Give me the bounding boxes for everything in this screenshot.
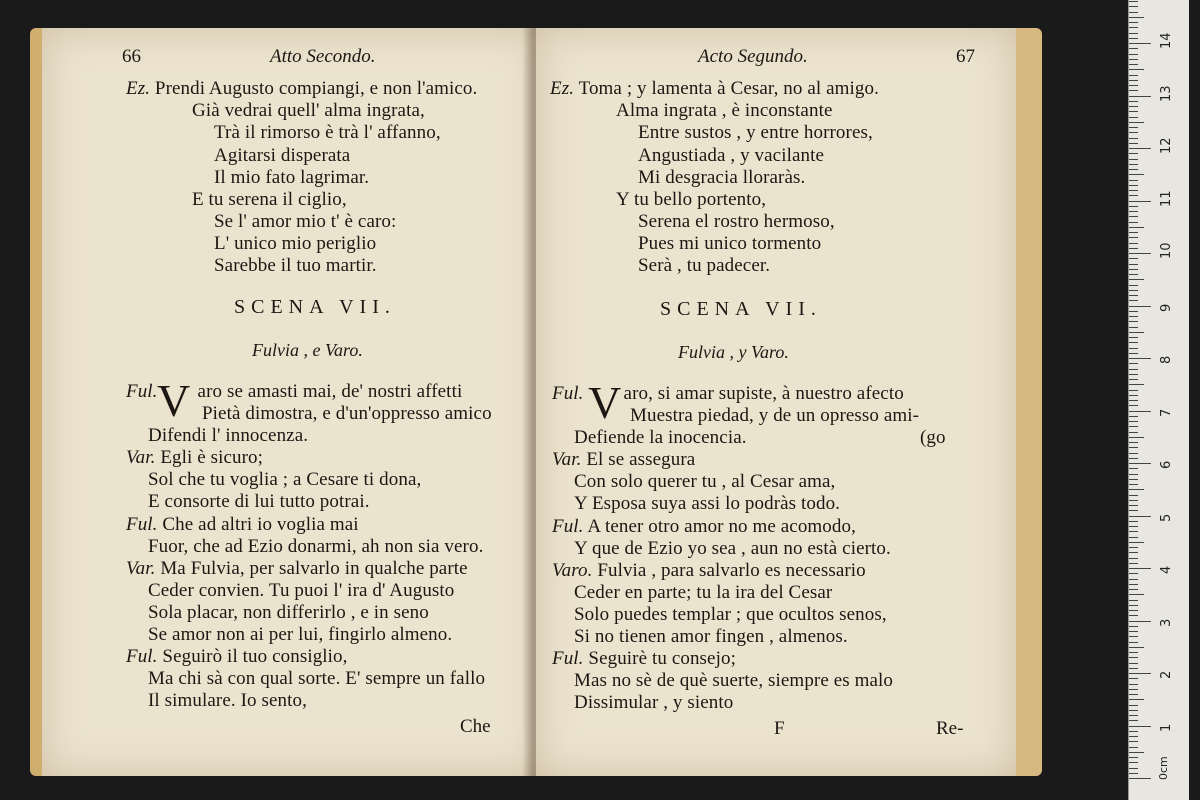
ruler-number: 3 — [1159, 618, 1174, 627]
ruler-tick — [1129, 573, 1138, 574]
drop-capital: V — [588, 377, 622, 428]
dialogue-line: Varo. Fulvia , para salvarlo es necessario — [552, 560, 866, 581]
ruler-tick — [1129, 421, 1138, 422]
ruler-tick — [1129, 358, 1151, 359]
ruler-unit-label: 0cm — [1157, 756, 1170, 780]
ruler-tick — [1129, 715, 1138, 716]
ruler-tick — [1129, 237, 1138, 238]
ruler-tick — [1129, 447, 1138, 448]
ruler-tick — [1129, 741, 1138, 742]
ruler-tick — [1129, 400, 1138, 401]
ruler-tick — [1129, 106, 1138, 107]
ruler-tick — [1129, 615, 1138, 616]
ruler-tick — [1129, 90, 1138, 91]
dialogue-line: Difendi l' innocenza. — [148, 425, 309, 446]
left-page — [30, 28, 542, 776]
ruler-number: 14 — [1159, 32, 1174, 49]
dialogue-line: Defiende la inocencia. — [574, 427, 747, 448]
ruler-number: 6 — [1159, 460, 1174, 469]
page-number: 66 — [122, 46, 141, 67]
ruler-tick — [1129, 453, 1138, 454]
ruler-tick — [1129, 652, 1138, 653]
ruler-tick — [1129, 12, 1138, 13]
ruler-tick — [1129, 180, 1138, 181]
dialogue-line: Ful. Seguirè tu consejo; — [552, 648, 736, 669]
ruler-number: 9 — [1159, 303, 1174, 312]
ruler-number: 4 — [1159, 565, 1174, 574]
ruler-tick — [1129, 505, 1138, 506]
ruler-tick — [1129, 474, 1138, 475]
ruler-tick — [1129, 138, 1138, 139]
ruler-tick — [1129, 327, 1138, 328]
ruler-tick — [1129, 54, 1138, 55]
ruler-tick — [1129, 605, 1138, 606]
ruler-tick — [1129, 384, 1144, 385]
ruler-tick — [1129, 300, 1138, 301]
dialogue-line: Ceder convien. Tu puoi l' ira d' Augusto — [148, 580, 455, 601]
ruler-tick — [1129, 38, 1138, 39]
ruler-tick — [1129, 631, 1138, 632]
ruler-tick — [1129, 48, 1138, 49]
ruler-tick — [1129, 736, 1138, 737]
ruler-tick — [1129, 552, 1138, 553]
right-page — [536, 28, 1042, 776]
ruler-tick — [1129, 757, 1138, 758]
ruler-tick — [1129, 316, 1138, 317]
dialogue-line: Ful. Seguirò il tuo consiglio, — [126, 646, 348, 667]
ruler-tick — [1129, 689, 1138, 690]
verse-line: Se l' amor mio t' è caro: — [214, 211, 397, 232]
ruler-tick — [1129, 405, 1138, 406]
ruler-number: 11 — [1159, 189, 1174, 207]
verse-line: Alma ingrata , è inconstante — [616, 100, 833, 121]
dialogue-line: Pietà dimostra, e d'un'oppresso amico — [202, 403, 492, 424]
ruler-tick — [1129, 363, 1138, 364]
ruler-tick — [1129, 69, 1144, 70]
dialogue-line: E consorte di lui tutto potrai. — [148, 491, 370, 512]
ruler-tick — [1129, 253, 1151, 254]
verse-line: E tu serena il ciglio, — [192, 189, 347, 210]
ruler-tick — [1129, 227, 1144, 228]
ruler-tick — [1129, 510, 1138, 511]
ruler-number: 1 — [1159, 723, 1174, 732]
ruler-tick — [1129, 526, 1138, 527]
ruler-tick — [1129, 222, 1138, 223]
ruler-tick — [1129, 621, 1151, 622]
ruler-tick — [1129, 332, 1144, 333]
verse-line: Mi desgracia lloraràs. — [638, 167, 806, 188]
ruler-tick — [1129, 531, 1138, 532]
dialogue-line: Y Esposa suya assi lo podràs todo. — [574, 493, 841, 514]
ruler-tick — [1129, 516, 1151, 517]
dialogue-line: Sol che tu voglia ; a Cesare ti dona, — [148, 469, 422, 490]
dialogue-line: Var. El se assegura — [552, 449, 696, 470]
ruler-tick — [1129, 337, 1138, 338]
dialogue-line: Var. Egli è sicuro; — [126, 447, 264, 468]
scene-characters: Fulvia , e Varo. — [252, 340, 363, 360]
measurement-ruler — [1128, 0, 1189, 800]
ruler-tick — [1129, 495, 1138, 496]
ruler-tick — [1129, 369, 1138, 370]
ruler-tick — [1129, 537, 1138, 538]
ruler-tick — [1129, 484, 1138, 485]
verse-line: Y tu bello portento, — [616, 189, 767, 210]
ruler-tick — [1129, 768, 1138, 769]
ruler-tick — [1129, 311, 1138, 312]
ruler-tick — [1129, 96, 1151, 97]
ruler-number: 7 — [1159, 408, 1174, 417]
drop-capital: V — [157, 375, 191, 426]
ruler-tick — [1129, 274, 1138, 275]
ruler-tick — [1129, 153, 1138, 154]
ruler-tick — [1129, 27, 1138, 28]
verse-line: Serà , tu padecer. — [638, 255, 771, 276]
ruler-tick — [1129, 773, 1138, 774]
ruler-tick — [1129, 101, 1138, 102]
verse-line: Il mio fato lagrimar. — [214, 167, 370, 188]
dialogue-line: Ma chi sà con qual sorte. E' sempre un fallo — [148, 668, 486, 689]
ruler-tick — [1129, 699, 1144, 700]
ruler-tick — [1129, 390, 1138, 391]
ruler-tick — [1129, 59, 1138, 60]
ruler-number: 2 — [1159, 670, 1174, 679]
dialogue-line: Se amor non ai per lui, fingirlo almeno. — [148, 624, 453, 645]
ruler-tick — [1129, 195, 1138, 196]
ruler-tick — [1129, 174, 1144, 175]
ruler-tick — [1129, 594, 1144, 595]
ruler-tick — [1129, 568, 1151, 569]
ruler-tick — [1129, 673, 1151, 674]
ruler-tick — [1129, 201, 1151, 202]
scene-title: SCENA VII. — [660, 298, 822, 320]
ruler-number: 12 — [1159, 137, 1174, 154]
ruler-tick — [1129, 432, 1138, 433]
ruler-tick — [1129, 264, 1138, 265]
ruler-tick — [1129, 542, 1144, 543]
page-number: 67 — [956, 46, 975, 67]
ruler-tick — [1129, 521, 1138, 522]
ruler-tick — [1129, 75, 1138, 76]
ruler-tick — [1129, 647, 1144, 648]
verse-line: Già vedrai quell' alma ingrata, — [192, 100, 425, 121]
ruler-tick — [1129, 705, 1138, 706]
ruler-tick — [1129, 547, 1138, 548]
ruler-tick — [1129, 216, 1138, 217]
running-head: Atto Secondo. — [270, 46, 376, 67]
ruler-tick — [1129, 395, 1138, 396]
ruler-tick — [1129, 17, 1144, 18]
ruler-tick — [1129, 206, 1138, 207]
dialogue-line: Ful. A tener otro amor no me acomodo, — [552, 516, 856, 537]
ruler-tick — [1129, 379, 1138, 380]
dialogue-line: Ceder en parte; tu la ira del Cesar — [574, 582, 833, 603]
dialogue-line: Muestra piedad, y de un opresso ami- — [630, 405, 920, 426]
verse-line: Entre sustos , y entre horrores, — [638, 122, 873, 143]
ruler-tick — [1129, 1, 1138, 2]
ruler-tick — [1129, 6, 1138, 7]
ruler-tick — [1129, 663, 1138, 664]
ruler-tick — [1129, 584, 1138, 585]
catchword: Re- — [936, 718, 964, 739]
ruler-number: 10 — [1159, 242, 1174, 259]
overflow-word: (go — [920, 427, 946, 448]
ruler-tick — [1129, 258, 1138, 259]
ruler-tick — [1129, 353, 1138, 354]
dialogue-line: Il simulare. Io sento, — [148, 690, 307, 711]
verse-line: L' unico mio periglio — [214, 233, 377, 254]
verse-line: Serena el rostro hermoso, — [638, 211, 835, 232]
ruler-number: 8 — [1159, 355, 1174, 364]
ruler-tick — [1129, 348, 1138, 349]
ruler-tick — [1129, 306, 1151, 307]
ruler-tick — [1129, 710, 1138, 711]
scene-title: SCENA VII. — [234, 296, 396, 318]
ruler-tick — [1129, 500, 1138, 501]
ruler-tick — [1129, 558, 1138, 559]
ruler-tick — [1129, 731, 1138, 732]
ruler-tick — [1129, 269, 1138, 270]
dialogue-line: Ful. aro, si amar supiste, à nuestro afecto — [552, 383, 904, 404]
ruler-tick — [1129, 285, 1138, 286]
ruler-tick — [1129, 678, 1138, 679]
verse-line: Ez. Prendi Augusto compiangi, e non l'amico. — [126, 78, 478, 99]
ruler-tick — [1129, 248, 1138, 249]
ruler-tick — [1129, 442, 1138, 443]
ruler-tick — [1129, 684, 1138, 685]
ruler-tick — [1129, 636, 1138, 637]
ruler-tick — [1129, 626, 1138, 627]
ruler-tick — [1129, 169, 1138, 170]
ruler-tick — [1129, 579, 1138, 580]
ruler-tick — [1129, 589, 1138, 590]
ruler-tick — [1129, 563, 1138, 564]
ruler-tick — [1129, 117, 1138, 118]
ruler-tick — [1129, 463, 1151, 464]
dialogue-line: Con solo querer tu , al Cesar ama, — [574, 471, 836, 492]
ruler-tick — [1129, 747, 1138, 748]
ruler-tick — [1129, 190, 1138, 191]
ruler-tick — [1129, 720, 1138, 721]
ruler-tick — [1129, 668, 1138, 669]
ruler-tick — [1129, 468, 1138, 469]
ruler-tick — [1129, 22, 1138, 23]
ruler-tick — [1129, 143, 1138, 144]
scene-characters: Fulvia , y Varo. — [678, 342, 789, 362]
ruler-tick — [1129, 752, 1144, 753]
verse-line: Sarebbe il tuo martir. — [214, 255, 377, 276]
verse-line: Pues mi unico tormento — [638, 233, 822, 254]
ruler-tick — [1129, 243, 1138, 244]
ruler-tick — [1129, 778, 1151, 779]
verse-line: Ez. Toma ; y lamenta à Cesar, no al amigo. — [550, 78, 879, 99]
ruler-tick — [1129, 159, 1138, 160]
ruler-tick — [1129, 321, 1138, 322]
ruler-tick — [1129, 148, 1151, 149]
verse-line: Angustiada , y vacilante — [638, 145, 825, 166]
ruler-tick — [1129, 458, 1138, 459]
dialogue-line: Y que de Ezio yo sea , aun no està cierto. — [574, 538, 891, 559]
signature-mark: F — [774, 718, 785, 739]
ruler-number: 5 — [1159, 513, 1174, 522]
running-head: Acto Segundo. — [698, 46, 808, 67]
ruler-tick — [1129, 657, 1138, 658]
ruler-number: 13 — [1159, 84, 1174, 102]
ruler-tick — [1129, 43, 1151, 44]
ruler-tick — [1129, 85, 1138, 86]
verse-line: Agitarsi disperata — [214, 145, 351, 166]
ruler-tick — [1129, 489, 1144, 490]
dialogue-line: Si no tienen amor fingen , almenos. — [574, 626, 848, 647]
ruler-tick — [1129, 122, 1144, 123]
catchword: Che — [460, 716, 491, 737]
ruler-tick — [1129, 610, 1138, 611]
ruler-tick — [1129, 416, 1138, 417]
ruler-tick — [1129, 342, 1138, 343]
ruler-tick — [1129, 132, 1138, 133]
ruler-tick — [1129, 127, 1138, 128]
ruler-tick — [1129, 762, 1138, 763]
ruler-tick — [1129, 411, 1151, 412]
ruler-tick — [1129, 232, 1138, 233]
ruler-tick — [1129, 726, 1151, 727]
ruler-tick — [1129, 33, 1138, 34]
ruler-tick — [1129, 600, 1138, 601]
dialogue-line: Sola placar, non differirlo , e in seno — [148, 602, 429, 623]
ruler-tick — [1129, 64, 1138, 65]
ruler-tick — [1129, 185, 1138, 186]
dialogue-line: Solo puedes templar ; que ocultos senos, — [574, 604, 887, 625]
dialogue-line: Ful. Che ad altri io voglia mai — [126, 514, 359, 535]
ruler-tick — [1129, 279, 1144, 280]
dialogue-line: Ful. aro se amasti mai, de' nostri affetti — [126, 381, 463, 402]
ruler-tick — [1129, 437, 1144, 438]
ruler-tick — [1129, 164, 1138, 165]
ruler-tick — [1129, 694, 1138, 695]
ruler-tick — [1129, 426, 1138, 427]
dialogue-line: Fuor, che ad Ezio donarmi, ah non sia vero. — [148, 536, 484, 557]
ruler-tick — [1129, 290, 1138, 291]
dialogue-line: Var. Ma Fulvia, per salvarlo in qualche parte — [126, 558, 468, 579]
ruler-tick — [1129, 374, 1138, 375]
ruler-tick — [1129, 295, 1138, 296]
ruler-tick — [1129, 80, 1138, 81]
ruler-tick — [1129, 479, 1138, 480]
dialogue-line: Mas no sè de què suerte, siempre es malo — [574, 670, 893, 691]
verse-line: Trà il rimorso è trà l' affanno, — [214, 122, 441, 143]
ruler-tick — [1129, 111, 1138, 112]
ruler-tick — [1129, 211, 1138, 212]
ruler-tick — [1129, 642, 1138, 643]
dialogue-line: Dissimular , y siento — [574, 692, 734, 713]
